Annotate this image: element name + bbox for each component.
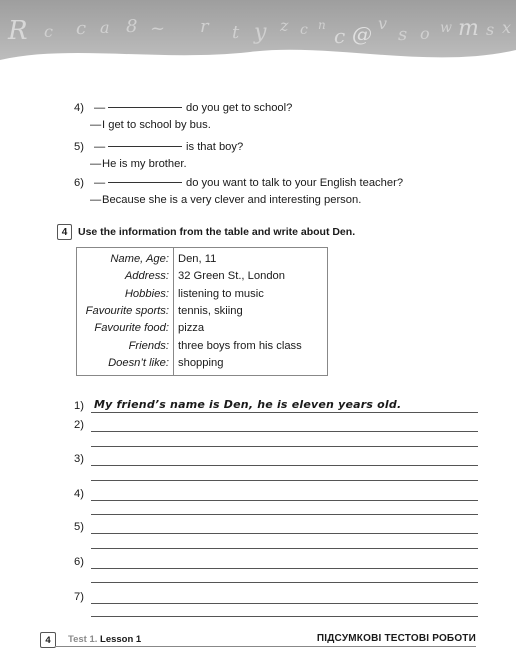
table-key: Address:: [77, 268, 174, 285]
answer-text: Because she is a very clever and interesting person.: [102, 194, 362, 206]
writing-line-4[interactable]: [74, 486, 478, 501]
lesson-label: Lesson 1: [100, 634, 142, 645]
table-key: Name, Age:: [77, 248, 174, 269]
writing-rule: [91, 500, 478, 501]
answer-5: [74, 156, 243, 173]
answer-dash: —: [90, 119, 102, 131]
writing-rule: [91, 412, 478, 413]
table-value: three boys from his class: [178, 339, 302, 352]
table-row: [77, 303, 328, 320]
writing-rule: [91, 431, 478, 432]
table-value: tennis, skiing: [178, 305, 243, 318]
answer-text: I get to school by bus.: [102, 119, 211, 131]
writing-line-5[interactable]: [74, 519, 478, 534]
question-dash: —: [94, 141, 106, 153]
table-key: Hobbies:: [77, 286, 174, 303]
answer-dash: —: [90, 194, 102, 206]
table-value: 32 Green St., London: [178, 270, 285, 283]
table-key: Favourite food:: [77, 320, 174, 337]
table-value: listening to music: [178, 287, 264, 300]
page-number-badge: 4: [40, 632, 56, 648]
writing-rule: [91, 568, 478, 569]
footer-section-title: ПІДСУМКОВІ ТЕСТОВІ РОБОТИ: [316, 633, 476, 644]
table-row: [77, 248, 328, 269]
line-number: 5): [74, 521, 84, 533]
question-text: do you want to talk to your English teacher?: [186, 177, 404, 189]
task-instruction: Use the information from the table and write about Den.: [78, 226, 356, 238]
writing-line-6[interactable]: [74, 554, 478, 569]
writing-line-3[interactable]: [74, 451, 478, 466]
writing-line-7[interactable]: [74, 589, 478, 604]
table-key: Favourite sports:: [77, 303, 174, 320]
question-block: [74, 139, 243, 173]
line-number: 1): [74, 400, 84, 412]
question-block: [74, 175, 403, 209]
footer-rule: [55, 646, 476, 647]
table-row: [77, 320, 328, 337]
question-6: [74, 175, 403, 192]
info-table: [76, 247, 328, 376]
line-number: 3): [74, 453, 84, 465]
header-band: [0, 0, 516, 75]
writing-rule[interactable]: [91, 616, 478, 617]
page-footer: [0, 628, 516, 650]
writing-rule: [91, 603, 478, 604]
answer-blank[interactable]: [108, 106, 182, 108]
question-5: [74, 139, 243, 156]
table-value: Den, 11: [178, 253, 217, 266]
footer-test-label: [68, 634, 141, 645]
writing-rule: [91, 533, 478, 534]
answer-4: [74, 117, 292, 134]
question-4: [74, 100, 292, 117]
header-wave: [0, 0, 516, 75]
question-number: 5): [74, 141, 84, 153]
line-number: 7): [74, 591, 84, 603]
question-block: [74, 100, 292, 134]
test-label: Test 1.: [68, 634, 98, 645]
line-number: 6): [74, 556, 84, 568]
question-text: is that boy?: [186, 141, 244, 153]
table-row: [77, 286, 328, 303]
decorative-letters: R c c a 8 ~ r t y z c n c @ v s o w m s x: [8, 14, 512, 48]
question-number: 4): [74, 102, 84, 114]
writing-line-2[interactable]: [74, 417, 478, 432]
writing-rule[interactable]: [91, 480, 478, 481]
table-row: [77, 355, 328, 376]
question-text: do you get to school?: [186, 102, 293, 114]
answer-text: He is my brother.: [102, 158, 187, 170]
answer-dash: —: [90, 158, 102, 170]
writing-rule[interactable]: [91, 514, 478, 515]
line-number: 4): [74, 488, 84, 500]
table-key: Doesn’t like:: [77, 355, 174, 376]
question-number: 6): [74, 177, 84, 189]
task-number-badge: 4: [57, 224, 72, 240]
table-row: [77, 337, 328, 354]
writing-rule: [91, 465, 478, 466]
line-number: 2): [74, 419, 84, 431]
answer-blank[interactable]: [108, 181, 182, 183]
table-key: Friends:: [77, 337, 174, 354]
question-dash: —: [94, 177, 106, 189]
question-dash: —: [94, 102, 106, 114]
writing-rule[interactable]: [91, 446, 478, 447]
writing-line-1[interactable]: [74, 398, 478, 413]
writing-rule[interactable]: [91, 582, 478, 583]
table-value: shopping: [178, 356, 224, 369]
handwritten-answer: My friend’s name is Den, he is eleven years old.: [94, 398, 402, 411]
answer-blank[interactable]: [108, 145, 182, 147]
task-heading: [57, 224, 355, 240]
table-row: [77, 268, 328, 285]
answer-6: [74, 192, 403, 209]
table-value: pizza: [178, 322, 205, 335]
writing-rule[interactable]: [91, 548, 478, 549]
